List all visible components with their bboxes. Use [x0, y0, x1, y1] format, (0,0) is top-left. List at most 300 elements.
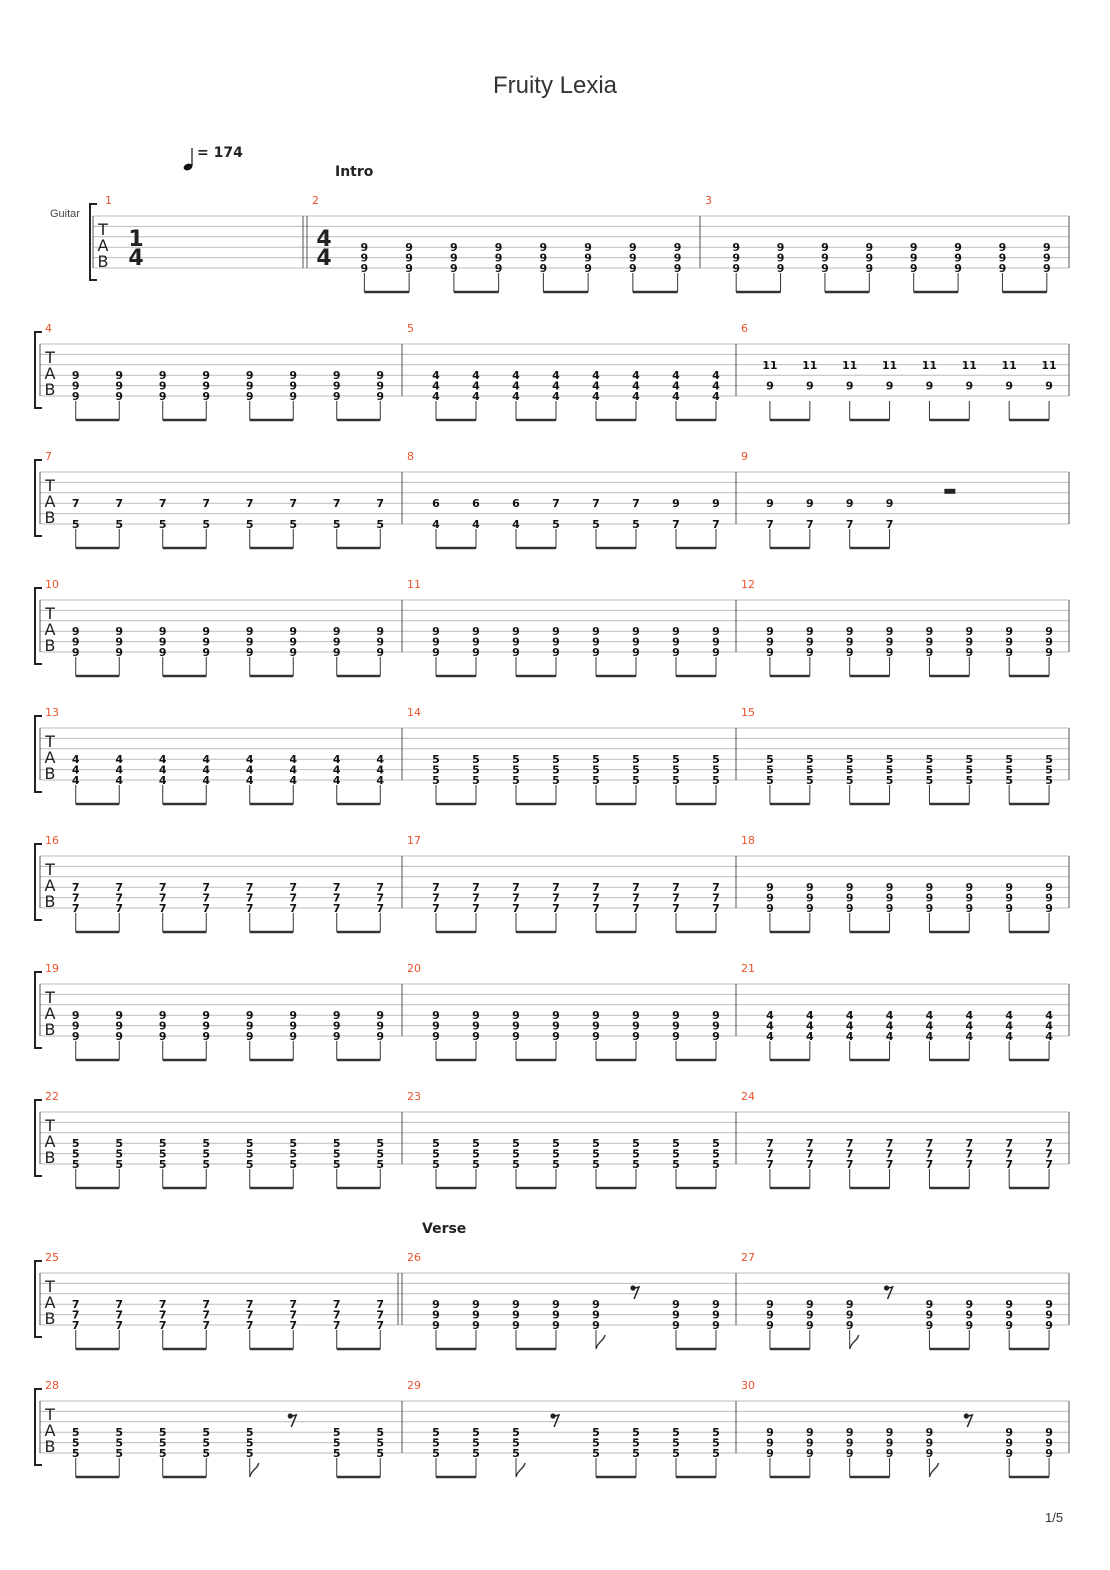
fret-number: 5 [245, 1158, 254, 1171]
fret-number: 9 [732, 251, 741, 265]
measure-number: 29 [407, 1379, 421, 1392]
fret-number: 9 [998, 251, 1007, 265]
fret-number: 7 [289, 1298, 298, 1312]
fret-number: 7 [965, 1147, 974, 1161]
fret-number: 4 [512, 379, 520, 393]
fret-number: 7 [1045, 1147, 1053, 1161]
fret-number: 9 [1045, 902, 1053, 915]
fret-number: 7 [1005, 1158, 1014, 1171]
fret-number: 7 [805, 1147, 814, 1161]
fret-number: 7 [845, 518, 854, 531]
fret-number: 9 [712, 1298, 720, 1312]
fret-number: 9 [805, 497, 814, 511]
fret-number: 5 [805, 763, 814, 777]
tab-clef-a: A [44, 364, 56, 383]
fret-number: 9 [289, 390, 298, 403]
fret-number: 9 [289, 1019, 298, 1033]
fret-number: 7 [885, 518, 894, 531]
fret-number: 9 [1005, 646, 1014, 659]
fret-number: 4 [115, 774, 124, 787]
fret-number: 5 [672, 774, 680, 787]
fret-number: 5 [1045, 763, 1053, 777]
fret-number: 4 [432, 518, 440, 531]
fret-number: 9 [925, 1308, 934, 1322]
fret-number: 4 [712, 369, 720, 383]
page-number: 1/5 [1045, 1510, 1064, 1525]
fret-number: 9 [845, 646, 854, 659]
fret-number: 9 [158, 390, 167, 403]
fret-number: 9 [472, 1019, 480, 1033]
fret-number: 9 [965, 1298, 974, 1312]
fret-number: 7 [376, 881, 385, 895]
fret-number: 7 [472, 902, 480, 915]
fret-number: 9 [202, 1019, 211, 1033]
fret-number: 9 [925, 1298, 934, 1312]
fret-number: 9 [766, 625, 774, 639]
fret-number: 7 [845, 1147, 854, 1161]
fret-number: 9 [289, 1030, 298, 1043]
measure-number: 11 [407, 578, 421, 591]
fret-number: 4 [965, 1030, 974, 1043]
fret-number: 9 [805, 1298, 814, 1312]
fret-number: 9 [965, 379, 974, 393]
fret-number: 4 [1005, 1019, 1014, 1033]
fret-number: 5 [712, 1447, 720, 1460]
fret-number: 6 [512, 497, 520, 511]
fret-number: 9 [766, 1298, 774, 1312]
fret-number: 7 [672, 518, 680, 531]
fret-number: 9 [925, 635, 934, 649]
fret-number: 5 [376, 1158, 385, 1171]
tab-clef-a: A [44, 620, 56, 639]
fret-number: 9 [821, 262, 829, 275]
instrument-label: Guitar [50, 208, 80, 220]
fret-number: 6 [432, 497, 440, 511]
eighth-flag [850, 1335, 859, 1349]
fret-number: 9 [552, 1030, 560, 1043]
fret-number: 9 [289, 646, 298, 659]
measure-number: 6 [741, 322, 748, 335]
fret-number: 9 [405, 241, 413, 255]
fret-number: 5 [202, 1158, 211, 1171]
system-bracket [35, 716, 42, 792]
fret-number: 5 [245, 1137, 254, 1151]
fret-number: 7 [71, 497, 80, 511]
fret-number: 9 [672, 1319, 680, 1332]
fret-number: 5 [432, 774, 440, 787]
fret-number: 9 [1045, 1308, 1053, 1322]
fret-number: 5 [332, 1158, 341, 1171]
fret-number: 7 [592, 891, 600, 905]
fret-number: 9 [472, 646, 480, 659]
fret-number: 9 [845, 1298, 854, 1312]
fret-number: 9 [965, 881, 974, 895]
fret-number: 9 [885, 635, 894, 649]
fret-number: 9 [592, 1009, 600, 1023]
fret-number: 9 [845, 625, 854, 639]
fret-number: 9 [71, 625, 80, 639]
fret-number: 9 [332, 390, 341, 403]
fret-number: 7 [512, 881, 520, 895]
fret-number: 11 [842, 358, 858, 372]
fret-number: 5 [432, 1426, 440, 1440]
fret-number: 11 [762, 358, 778, 372]
eighth-flag [250, 1463, 259, 1477]
fret-number: 5 [202, 1436, 211, 1450]
fret-number: 4 [202, 753, 211, 767]
fret-number: 4 [712, 390, 720, 403]
tab-clef-a: A [44, 876, 56, 895]
fret-number: 9 [805, 1436, 814, 1450]
fret-number: 7 [885, 1147, 894, 1161]
fret-number: 4 [592, 369, 600, 383]
system-bracket [35, 1389, 42, 1465]
fret-number: 9 [998, 262, 1007, 275]
fret-number: 9 [552, 1298, 560, 1312]
fret-number: 5 [672, 1436, 680, 1450]
fret-number: 7 [245, 1298, 254, 1312]
fret-number: 5 [805, 774, 814, 787]
fret-number: 9 [376, 646, 385, 659]
fret-number: 7 [289, 881, 298, 895]
fret-number: 7 [71, 881, 80, 895]
fret-number: 9 [202, 646, 211, 659]
fret-number: 9 [954, 262, 962, 275]
fret-number: 5 [592, 1147, 600, 1161]
fret-number: 9 [845, 1319, 854, 1332]
fret-number: 7 [158, 881, 167, 895]
fret-number: 5 [115, 1137, 124, 1151]
fret-number: 9 [1005, 891, 1014, 905]
fret-number: 7 [805, 1137, 814, 1151]
fret-number: 9 [845, 635, 854, 649]
tab-clef-b: B [44, 508, 56, 527]
fret-number: 5 [1005, 774, 1014, 787]
tab-clef-b: B [44, 380, 56, 399]
fret-number: 7 [1005, 1137, 1014, 1151]
fret-number: 9 [245, 379, 254, 393]
fret-number: 9 [332, 646, 341, 659]
fret-number: 7 [202, 881, 211, 895]
fret-number: 7 [845, 1158, 854, 1171]
measure-number: 18 [741, 834, 755, 847]
fret-number: 5 [512, 1158, 520, 1171]
fret-number: 5 [552, 763, 560, 777]
fret-number: 5 [115, 1147, 124, 1161]
fret-number: 5 [158, 1436, 167, 1450]
tab-clef-b: B [44, 636, 56, 655]
fret-number: 9 [158, 1030, 167, 1043]
fret-number: 9 [766, 1436, 774, 1450]
fret-number: 9 [432, 1298, 440, 1312]
fret-number: 7 [376, 1298, 385, 1312]
fret-number: 4 [552, 390, 560, 403]
fret-number: 9 [71, 390, 80, 403]
fret-number: 5 [592, 1426, 600, 1440]
fret-number: 5 [712, 1158, 720, 1171]
section-label: Intro [335, 164, 374, 180]
fret-number: 4 [885, 1019, 894, 1033]
fret-number: 9 [245, 635, 254, 649]
fret-number: 9 [376, 1030, 385, 1043]
fret-number: 9 [672, 1009, 680, 1023]
fret-number: 4 [632, 369, 640, 383]
fret-number: 9 [1045, 891, 1053, 905]
fret-number: 9 [472, 1030, 480, 1043]
fret-number: 4 [672, 390, 680, 403]
fret-number: 7 [552, 881, 560, 895]
fret-number: 9 [360, 251, 369, 265]
tab-clef-a: A [44, 1421, 56, 1440]
fret-number: 9 [552, 1009, 560, 1023]
fret-number: 9 [712, 646, 720, 659]
measure-number: 21 [741, 962, 755, 975]
fret-number: 7 [245, 881, 254, 895]
fret-number: 9 [766, 1319, 774, 1332]
fret-number: 9 [376, 369, 385, 383]
fret-number: 9 [245, 1019, 254, 1033]
fret-number: 4 [289, 774, 298, 787]
fret-number: 4 [332, 774, 341, 787]
fret-number: 7 [712, 881, 720, 895]
fret-number: 5 [552, 1158, 560, 1171]
fret-number: 5 [472, 1137, 480, 1151]
measure-number: 17 [407, 834, 421, 847]
fret-number: 9 [712, 1009, 720, 1023]
fret-number: 9 [1045, 1447, 1053, 1460]
fret-number: 9 [766, 1426, 774, 1440]
fret-number: 5 [592, 763, 600, 777]
measure-number: 22 [45, 1090, 59, 1103]
fret-number: 7 [592, 497, 600, 511]
fret-number: 4 [965, 1009, 974, 1023]
fret-number: 9 [432, 646, 440, 659]
measure-number: 24 [741, 1090, 755, 1103]
fret-number: 7 [965, 1137, 974, 1151]
fret-number: 4 [158, 753, 167, 767]
fret-number: 5 [552, 774, 560, 787]
fret-number: 4 [672, 379, 680, 393]
fret-number: 4 [805, 1019, 814, 1033]
fret-number: 9 [845, 379, 854, 393]
fret-number: 5 [432, 1447, 440, 1460]
fret-number: 9 [592, 1019, 600, 1033]
fret-number: 5 [672, 1147, 680, 1161]
fret-number: 9 [202, 1030, 211, 1043]
fret-number: 5 [115, 1436, 124, 1450]
fret-number: 5 [512, 763, 520, 777]
fret-number: 4 [332, 763, 341, 777]
fret-number: 9 [1045, 635, 1053, 649]
fret-number: 9 [289, 369, 298, 383]
fret-number: 9 [1045, 1298, 1053, 1312]
fret-number: 5 [592, 753, 600, 767]
fret-number: 4 [766, 1030, 774, 1043]
fret-number: 7 [376, 1308, 385, 1322]
fret-number: 5 [672, 1426, 680, 1440]
fret-number: 5 [672, 763, 680, 777]
fret-number: 5 [632, 518, 640, 531]
fret-number: 4 [432, 369, 440, 383]
fret-number: 4 [432, 379, 440, 393]
fret-number: 9 [71, 635, 80, 649]
fret-number: 5 [672, 1137, 680, 1151]
fret-number: 9 [865, 251, 874, 265]
fret-number: 9 [672, 497, 680, 511]
fret-number: 9 [1042, 241, 1051, 255]
fret-number: 5 [71, 1147, 80, 1161]
measure-number: 14 [407, 706, 421, 719]
fret-number: 5 [158, 1426, 167, 1440]
fret-number: 7 [472, 881, 480, 895]
measure-number: 12 [741, 578, 755, 591]
fret-number: 9 [712, 625, 720, 639]
fret-number: 7 [332, 1319, 341, 1332]
fret-number: 4 [552, 379, 560, 393]
fret-number: 9 [845, 1426, 854, 1440]
fret-number: 9 [805, 635, 814, 649]
fret-number: 7 [289, 497, 298, 511]
measure-number: 25 [45, 1251, 59, 1264]
fret-number: 9 [332, 1030, 341, 1043]
fret-number: 5 [552, 1137, 560, 1151]
measure-number: 19 [45, 962, 59, 975]
fret-number: 4 [289, 753, 298, 767]
fret-number: 5 [376, 1147, 385, 1161]
fret-number: 7 [332, 891, 341, 905]
fret-number: 9 [712, 497, 720, 511]
tab-clef-a: A [44, 1004, 56, 1023]
fret-number: 9 [805, 379, 814, 393]
measure-number: 10 [45, 578, 59, 591]
fret-number: 5 [712, 774, 720, 787]
fret-number: 9 [202, 379, 211, 393]
fret-number: 9 [885, 1426, 894, 1440]
fret-number: 7 [158, 1319, 167, 1332]
fret-number: 7 [885, 1158, 894, 1171]
fret-number: 5 [712, 1137, 720, 1151]
fret-number: 7 [432, 891, 440, 905]
fret-number: 9 [885, 891, 894, 905]
fret-number: 7 [552, 902, 560, 915]
fret-number: 4 [115, 753, 124, 767]
fret-number: 7 [115, 497, 124, 511]
fret-number: 9 [552, 625, 560, 639]
fret-number: 7 [71, 1319, 80, 1332]
fret-number: 5 [245, 518, 254, 531]
fret-number: 9 [115, 625, 124, 639]
fret-number: 9 [552, 1319, 560, 1332]
fret-number: 9 [925, 902, 934, 915]
fret-number: 9 [1005, 1447, 1014, 1460]
fret-number: 9 [494, 251, 503, 265]
fret-number: 9 [202, 1009, 211, 1023]
fret-number: 7 [245, 1319, 254, 1332]
fret-number: 4 [376, 753, 385, 767]
tab-clef-a: A [44, 748, 56, 767]
fret-number: 4 [632, 379, 640, 393]
fret-number: 9 [632, 635, 640, 649]
fret-number: 9 [592, 1298, 600, 1312]
fret-number: 5 [245, 1436, 254, 1450]
fret-number: 4 [472, 369, 480, 383]
fret-number: 5 [766, 753, 774, 767]
fret-number: 4 [512, 390, 520, 403]
fret-number: 9 [1045, 1319, 1053, 1332]
fret-number: 9 [1045, 1426, 1053, 1440]
fret-number: 5 [632, 774, 640, 787]
fret-number: 9 [115, 635, 124, 649]
fret-number: 5 [885, 753, 894, 767]
fret-number: 9 [432, 1030, 440, 1043]
fret-number: 7 [432, 902, 440, 915]
fret-number: 5 [592, 1137, 600, 1151]
fret-number: 11 [881, 358, 898, 372]
fret-number: 9 [158, 379, 167, 393]
fret-number: 9 [592, 625, 600, 639]
fret-number: 7 [158, 891, 167, 905]
fret-number: 7 [632, 881, 640, 895]
fret-number: 9 [332, 1019, 341, 1033]
fret-number: 5 [712, 763, 720, 777]
half-rest-icon [944, 489, 955, 494]
fret-number: 9 [592, 646, 600, 659]
fret-number: 9 [845, 1436, 854, 1450]
fret-number: 4 [115, 763, 124, 777]
fret-number: 5 [672, 1158, 680, 1171]
measure-number: 13 [45, 706, 59, 719]
fret-number: 9 [673, 262, 682, 275]
fret-number: 7 [376, 497, 385, 511]
fret-number: 7 [202, 1319, 211, 1332]
fret-number: 9 [376, 1019, 385, 1033]
fret-number: 9 [512, 625, 520, 639]
fret-number: 9 [432, 625, 440, 639]
fret-number: 4 [592, 390, 600, 403]
fret-number: 9 [732, 241, 741, 255]
fret-number: 9 [776, 262, 785, 275]
fret-number: 9 [360, 241, 369, 255]
fret-number: 5 [1005, 753, 1014, 767]
fret-number: 7 [115, 902, 124, 915]
fret-number: 5 [766, 763, 774, 777]
fret-number: 9 [629, 262, 637, 275]
fret-number: 5 [712, 1426, 720, 1440]
fret-number: 9 [845, 1447, 854, 1460]
fret-number: 7 [552, 497, 560, 511]
fret-number: 9 [909, 251, 918, 265]
fret-number: 9 [450, 241, 458, 255]
fret-number: 7 [158, 902, 167, 915]
fret-number: 7 [1005, 1147, 1014, 1161]
measure-number: 30 [741, 1379, 755, 1392]
measure-number: 15 [741, 706, 755, 719]
fret-number: 9 [1005, 1308, 1014, 1322]
fret-number: 5 [672, 753, 680, 767]
fret-number: 9 [845, 497, 854, 511]
fret-number: 9 [552, 1019, 560, 1033]
fret-number: 7 [766, 1158, 774, 1171]
fret-number: 9 [925, 379, 934, 393]
fret-number: 9 [885, 1436, 894, 1450]
fret-number: 5 [632, 753, 640, 767]
fret-number: 5 [115, 518, 124, 531]
fret-number: 9 [1005, 1319, 1014, 1332]
fret-number: 9 [965, 646, 974, 659]
fret-number: 5 [512, 1147, 520, 1161]
fret-number: 9 [865, 262, 874, 275]
fret-number: 9 [405, 251, 413, 265]
